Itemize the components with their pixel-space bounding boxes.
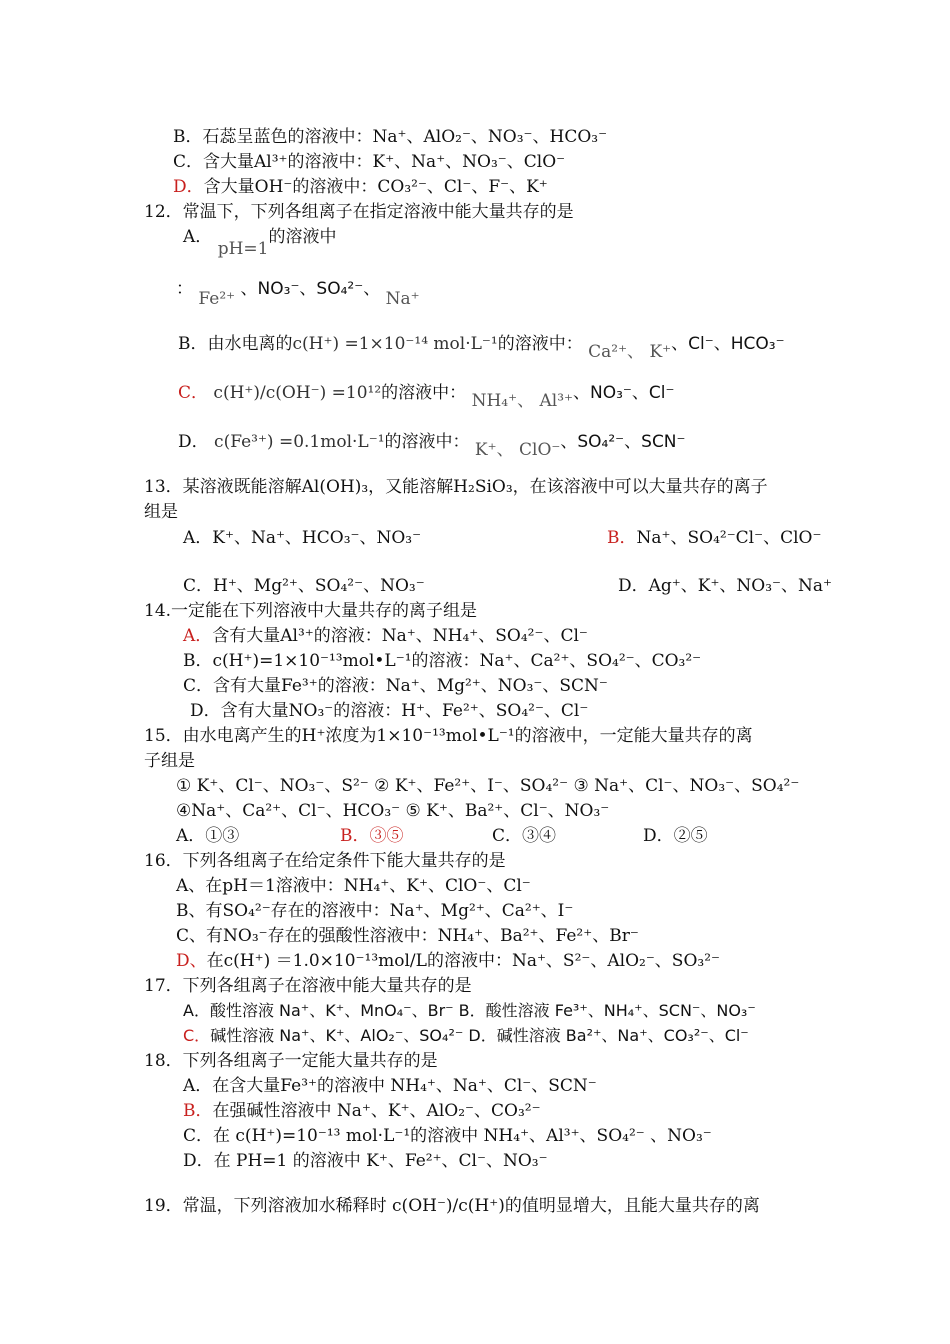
q15-option-d: D．②⑤ bbox=[643, 826, 708, 846]
answer-marker: B． bbox=[607, 528, 637, 548]
formula: c(H⁺) =1×10⁻¹⁴ mol·L⁻¹ bbox=[292, 334, 498, 354]
option-text: 在强碱性溶液中 Na⁺、K⁺、AlO₂⁻、CO₃²⁻ bbox=[212, 1101, 541, 1121]
option-text: 、Cl⁻、HCO₃⁻ bbox=[671, 334, 785, 354]
answer-marker: D、 bbox=[176, 951, 207, 971]
ion-nh4: NH₄⁺、 bbox=[471, 391, 535, 411]
option-text: 的溶液中： bbox=[497, 334, 583, 354]
q16-option-d bbox=[176, 950, 720, 972]
q12-option-a-line1 bbox=[183, 226, 337, 259]
q11-option-d bbox=[173, 176, 548, 198]
q17-options-cd bbox=[183, 1025, 749, 1047]
q15-option-b: B．③⑤ bbox=[340, 826, 404, 846]
q18-stem: 18．下列各组离子一定能大量共存的是 bbox=[144, 1051, 438, 1071]
ion-fe: Fe²⁺ bbox=[198, 289, 236, 309]
option-text: 的溶液中： bbox=[384, 432, 470, 452]
option-text: 、NO₃⁻、SO₄²⁻、 bbox=[240, 279, 381, 299]
q15-stem-cont: 子组是 bbox=[144, 751, 195, 771]
answer-marker: C． bbox=[178, 383, 209, 403]
answer-marker: A． bbox=[183, 626, 213, 646]
q12-option-c bbox=[178, 382, 675, 411]
q18-option-c: C．在 c(H⁺)=10⁻¹³ mol·L⁻¹的溶液中 NH₄⁺、Al³⁺、SO₄²⁻ 、NO₃⁻ bbox=[183, 1126, 712, 1146]
answer-marker: B． bbox=[183, 1101, 213, 1121]
formula: c(Fe³⁺) =0.1mol·L⁻¹ bbox=[214, 432, 385, 452]
q18-option-b bbox=[183, 1100, 541, 1122]
ion-ca: Ca²⁺、 bbox=[588, 342, 645, 362]
ion-na: Na⁺ bbox=[385, 289, 420, 309]
q16-option-c: C、有NO₃⁻存在的强酸性溶液中：NH₄⁺、Ba²⁺、Fe²⁺、Br⁻ bbox=[176, 926, 639, 946]
q14-option-c: C．含有大量Fe³⁺的溶液：Na⁺、Mg²⁺、NO₃⁻、SCN⁻ bbox=[183, 676, 608, 696]
option-text: 含大量OH⁻的溶液中：CO₃²⁻、Cl⁻、F⁻、K⁺ bbox=[203, 177, 548, 197]
option-text: 、SO₄²⁻、SCN⁻ bbox=[560, 432, 686, 452]
option-text: 在c(H⁺) ＝1.0×10⁻¹³mol/L的溶液中：Na⁺、S²⁻、AlO₂⁻、SO₃²⁻ bbox=[206, 951, 720, 971]
option-text: 碱性溶液 Na⁺、K⁺、AlO₂⁻、SO₄²⁻ D．碱性溶液 Ba²⁺、Na⁺、CO₃²⁻、Cl⁻ bbox=[210, 1026, 749, 1045]
option-text: B．由水电离的 bbox=[178, 334, 293, 354]
q17-stem: 17．下列各组离子在溶液中能大量共存的是 bbox=[144, 976, 472, 996]
q13-option-a: A．K⁺、Na⁺、HCO₃⁻、NO₃⁻ bbox=[183, 528, 422, 548]
q15-option-c: C．③④ bbox=[492, 826, 557, 846]
q14-option-a bbox=[183, 625, 588, 647]
q15-option-a: A．①③ bbox=[176, 826, 240, 846]
q15-groups-2: ④Na⁺、Ca²⁺、Cl⁻、HCO₃⁻ ⑤ K⁺、Ba²⁺、Cl⁻、NO₃⁻ bbox=[176, 801, 610, 821]
q13-option-b bbox=[607, 527, 821, 549]
q17-options-ab: A．酸性溶液 Na⁺、K⁺、MnO₄⁻、Br⁻ B．酸性溶液 Fe³⁺、NH₄⁺、SCN⁻、NO₃⁻ bbox=[183, 1001, 756, 1020]
ion-k: K⁺ bbox=[649, 342, 672, 362]
ion-k: K⁺、 bbox=[474, 440, 514, 460]
q12-option-a-line2 bbox=[176, 278, 420, 309]
q13-stem-cont: 组是 bbox=[144, 502, 178, 522]
option-letter: D． bbox=[178, 432, 209, 452]
q16-option-b: B、有SO₄²⁻存在的溶液中：Na⁺、Mg²⁺、Ca²⁺、I⁻ bbox=[176, 901, 574, 921]
q14-option-d: D．含有大量NO₃⁻的溶液：H⁺、Fe²⁺、SO₄²⁻、Cl⁻ bbox=[190, 701, 589, 721]
q15-stem: 15．由水电离产生的H⁺浓度为1×10⁻¹³mol•L⁻¹的溶液中，一定能大量共存的离 bbox=[144, 726, 753, 746]
ph-expression: pH=1 bbox=[217, 239, 269, 259]
answer-marker: C． bbox=[183, 1026, 211, 1045]
q18-option-d: D．在 PH=1 的溶液中 K⁺、Fe²⁺、Cl⁻、NO₃⁻ bbox=[183, 1151, 548, 1171]
q13-option-d: D．Ag⁺、K⁺、NO₃⁻、Na⁺ bbox=[618, 576, 833, 596]
q13-option-c: C．H⁺、Mg²⁺、SO₄²⁻、NO₃⁻ bbox=[183, 576, 425, 596]
q11-option-c: C．含大量Al³⁺的溶液中：K⁺、Na⁺、NO₃⁻、ClO⁻ bbox=[173, 152, 566, 172]
option-text: Na⁺、SO₄²⁻Cl⁻、ClO⁻ bbox=[636, 528, 822, 548]
formula: c(H⁺)/c(OH⁻) =10¹² bbox=[213, 383, 382, 403]
option-text: 、NO₃⁻、Cl⁻ bbox=[573, 383, 675, 403]
option-text: 的溶液中 bbox=[268, 227, 337, 247]
q15-groups-1: ① K⁺、Cl⁻、NO₃⁻、S²⁻ ② K⁺、Fe²⁺、I⁻、SO₄²⁻ ③ Na⁺、Cl⁻、NO₃⁻、SO₄²⁻ bbox=[176, 776, 800, 796]
q14-option-b: B．c(H⁺)=1×10⁻¹³mol•L⁻¹的溶液：Na⁺、Ca²⁺、SO₄²⁻、CO₃²⁻ bbox=[183, 651, 702, 671]
q12-stem: 12．常温下，下列各组离子在指定溶液中能大量共存的是 bbox=[144, 202, 574, 222]
answer-marker: D． bbox=[173, 177, 204, 197]
q16-stem: 16．下列各组离子在给定条件下能大量共存的是 bbox=[144, 851, 506, 871]
q12-option-d bbox=[178, 431, 686, 460]
q18-option-a: A．在含大量Fe³⁺的溶液中 NH₄⁺、Na⁺、Cl⁻、SCN⁻ bbox=[183, 1076, 597, 1096]
q13-stem: 13．某溶液既能溶解Al(OH)₃，又能溶解H₂SiO₃，在该溶液中可以大量共存的离子 bbox=[144, 477, 768, 497]
q19-stem: 19．常温，下列溶液加水稀释时 c(OH⁻)/c(H⁺)的值明显增大，且能大量共存的离 bbox=[144, 1196, 760, 1216]
q12-option-b bbox=[178, 333, 785, 362]
option-letter: A． bbox=[183, 227, 213, 247]
option-text: 的溶液中： bbox=[381, 383, 467, 403]
q14-stem: 14.一定能在下列溶液中大量共存的离子组是 bbox=[144, 601, 478, 621]
option-text: 含有大量Al³⁺的溶液：Na⁺、NH₄⁺、SO₄²⁻、Cl⁻ bbox=[212, 626, 588, 646]
colon: ： bbox=[176, 279, 193, 299]
q16-option-a: A、在pH＝1溶液中：NH₄⁺、K⁺、ClO⁻、Cl⁻ bbox=[176, 876, 531, 896]
ion-clo: ClO⁻ bbox=[519, 440, 561, 460]
ion-al: Al³⁺ bbox=[539, 391, 573, 411]
q11-option-b: B．石蕊呈蓝色的溶液中：Na⁺、AlO₂⁻、NO₃⁻、HCO₃⁻ bbox=[173, 127, 608, 147]
